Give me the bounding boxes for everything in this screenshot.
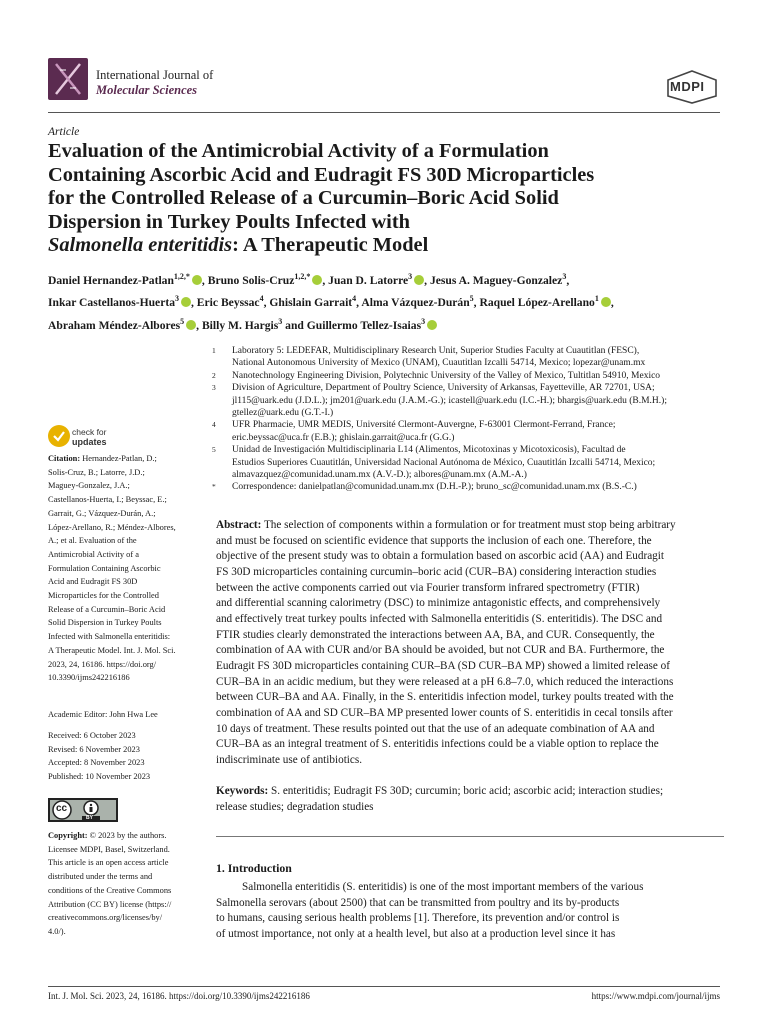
citation-line: [48, 493, 200, 507]
dna-helix-icon: [48, 58, 88, 100]
author-name[interactable]: Eric Beyssac: [196, 296, 260, 310]
publisher-name: MDPI: [670, 79, 705, 94]
abstract-line: [216, 612, 724, 628]
abstract-text: CUR–BA as an integral treatment of S. enteritidis infections could be a viable option to replace the: [216, 738, 659, 751]
check-updates-label[interactable]: check for: [72, 427, 107, 437]
abstract-line: [216, 549, 724, 565]
copyright-line: [48, 884, 200, 898]
abstract-text: Eudragit FS 30D microparticles containing CUR–BA (SD CUR–BA MP) showed a limited release of: [216, 659, 670, 672]
journal-logo: [48, 58, 88, 100]
affiliation-number: 1: [212, 346, 216, 355]
abstract-line: [216, 722, 724, 738]
citation-text: 10.3390/ijms242216186: [48, 673, 130, 683]
affiliation-item: [212, 444, 724, 481]
author-affil-sup: 3: [175, 294, 179, 304]
affiliation-line: Division of Agriculture, Department of Poultry Science, University of Arkansas, Fayetteville, AR 72701, USA;: [232, 383, 655, 394]
citation-label: Citation:: [48, 454, 81, 463]
author-name[interactable]: Guillermo Tellez-Isaias: [306, 318, 422, 332]
affiliation-line: Nanotechnology Engineering Division, Polytechnic University of the Valley of Mexico, Tultitlan 54910, Mexico: [232, 370, 661, 381]
copyright-text: distributed under the terms and: [48, 872, 153, 882]
author-separator: ,: [473, 296, 480, 310]
author-name[interactable]: Juan D. Latorre: [328, 273, 409, 287]
abstract-text: CUR–BA in an acidic medium, but they were released at a pH 6.8–7.0, which reduced the interactions: [216, 675, 674, 688]
abstract-line: [216, 753, 724, 769]
author-separator: ,: [263, 296, 270, 310]
article-title: [48, 140, 728, 258]
author-affil-sup: 1: [594, 294, 599, 304]
affiliation-text: [232, 444, 724, 481]
keywords-line: [216, 800, 724, 816]
citation-line: [48, 534, 200, 548]
affiliation-line: almavazquez@comunidad.unam.mx (A.V.-D.); albores@unam.mx (A.M.-A.): [232, 470, 527, 481]
affiliation-item: [212, 382, 724, 419]
journal-name-line2: Molecular Sciences: [96, 83, 198, 97]
copyright-text: This article is an open access article: [48, 858, 169, 868]
author-list: [48, 268, 728, 335]
affiliation-line: jl115@uark.edu (J.D.L.); jm201@uark.edu (J.A.M.-G.); icastell@uark.edu (I.C.-H.); bhargis@uark.edu (B.M.H.);: [232, 395, 667, 406]
abstract-text: The selection of components within a formulation or for treatment must stop being arbitrary: [261, 519, 676, 531]
citation-text: Castellanos-Huerta, I.; Beyssac, E.;: [48, 495, 167, 505]
author-separator: ,: [356, 296, 362, 310]
author-name[interactable]: Inkar Castellanos-Huerta: [48, 296, 175, 310]
title-line: for the Controlled Release of a Curcumin–Boric Acid Solid: [48, 187, 559, 209]
affiliation-item: [212, 345, 724, 370]
abstract-text: combination of AA with CUR and/or BA should be avoided, but not CUR and BA. Furthermore, the: [216, 644, 665, 657]
citation-line: [48, 466, 200, 480]
affiliation-line: Laboratory 5: LEDEFAR, Multidisciplinary Research Unit, Superior Studies Faculty at Cuautitlan (FESC),: [232, 346, 640, 356]
abstract-text: between CUR–BA and AA. Finally, in the S. enteritidis infection model, turkey poults treated with the: [216, 691, 674, 704]
author-name[interactable]: Jesus A. Maguey-Gonzalez: [429, 273, 563, 287]
citation-line: [48, 452, 200, 466]
copyright-line: [48, 843, 200, 857]
affiliation-text: [232, 419, 724, 444]
author-name[interactable]: Bruno Solis-Cruz: [207, 273, 295, 287]
author-line: [48, 268, 728, 290]
citation-text: Solid Dispersion in Turkey Poults: [48, 618, 162, 628]
intro-line: Salmonella serovars (about 2500) that can be transmitted from poultry and its by-products: [216, 896, 620, 909]
citation-line: [48, 644, 200, 658]
affiliation-line: UFR Pharmacie, UMR MEDIS, Université Clermont-Auvergne, F-63001 Clermont-Ferrand, France;: [232, 420, 616, 431]
author-line: [48, 313, 728, 335]
date-line: Accepted: 8 November 2023: [48, 758, 145, 768]
title-line: Dispersion in Turkey Poults Infected with: [48, 210, 410, 233]
affiliation-line: National Autonomous University of Mexico (UNAM), Cuautitlan Izcalli 54714, Mexico; lopezar@unam.mx: [232, 358, 646, 369]
abstract-line: [216, 675, 724, 691]
author-affil-sup: 1,2,*: [294, 272, 311, 281]
copyright-text: Attribution (CC BY) license (https://: [48, 899, 172, 909]
affiliation-number: 3: [212, 383, 216, 393]
author-name[interactable]: Abraham Méndez-Albores: [48, 318, 181, 332]
author-separator: ,: [191, 296, 197, 310]
affiliation-item: [212, 481, 724, 493]
affiliation-line: Unidad de Investigación Multidisciplinaria L14 (Alimentos, Micotoxinas y Micotoxicosis), Facultad de: [232, 445, 626, 456]
abstract-line: [216, 565, 724, 581]
author-name[interactable]: Raquel López-Arellano: [479, 296, 595, 310]
check-updates-label[interactable]: updates: [72, 437, 107, 447]
affiliation-line: Correspondence: danielpatlan@comunidad.unam.mx (D.H.-P.); bruno_sc@comunidad.unam.mx (B.S.-C.): [232, 482, 637, 493]
abstract-line: [216, 706, 724, 722]
abstract-label: Abstract:: [216, 519, 262, 531]
keywords-text: S. enteritidis; Eudragit FS 30D; curcumin; boric acid; ascorbic acid; interaction studies;: [268, 785, 664, 797]
citation-text: Acid and Eudragit FS 30D: [48, 577, 138, 587]
orcid-icon[interactable]: [312, 275, 322, 285]
citation-line: [48, 671, 200, 685]
citation-text: 2023, 24, 16186. https://doi.org/: [48, 659, 157, 669]
footer-citation[interactable]: [48, 991, 310, 1001]
orcid-icon[interactable]: [181, 297, 191, 307]
orcid-icon[interactable]: [192, 275, 202, 285]
by-badge-text: BY: [86, 815, 93, 821]
copyright-label: Copyright:: [48, 831, 88, 840]
affiliation-number: 4: [212, 420, 216, 430]
citation-text: Infected with Salmonella enteritidis:: [48, 632, 171, 642]
author-name[interactable]: Daniel Hernandez-Patlan: [48, 273, 174, 287]
affiliation-text: [232, 345, 724, 370]
intro-line: Salmonella enteritidis (S. enteritidis) is one of the most important members of the various: [242, 881, 644, 893]
section-divider: [216, 836, 724, 837]
citation-line: [48, 479, 200, 493]
copyright-line: [48, 898, 200, 912]
title-line: Evaluation of the Antimicrobial Activity of a Formulation: [48, 140, 549, 162]
author-affil-sup: 5: [469, 294, 474, 304]
abstract-text: and differential scanning calorimetry (DSC) to minimize antagonistic effects, and comprehensively: [216, 597, 661, 610]
citation-text: Release of a Curcumin–Boric Acid: [48, 604, 166, 614]
citation-text: A Therapeutic Model. Int. J. Mol. Sci.: [48, 645, 176, 655]
affiliation-item: [212, 419, 724, 444]
citation-text: Solis-Cruz, B.; Latorre, J.D.;: [48, 467, 145, 477]
citation-text: Hernandez-Patlan, D.;: [82, 454, 157, 463]
abstract-text: FTIR studies clearly demonstrated the interactions between AA, BA, and CUR. Consequently, the: [216, 628, 655, 641]
affiliation-text: [232, 382, 724, 419]
affiliation-line: eric.beyssac@uca.fr (E.B.); ghislain.garrait@uca.fr (G.G.): [232, 432, 455, 443]
title-organism: Salmonella enteritidis: [48, 234, 233, 256]
keywords-text: release studies; degradation studies: [216, 800, 374, 813]
copyright-text: creativecommons.org/licenses/by/: [48, 913, 163, 923]
author-separator: ,: [322, 273, 329, 287]
citation-block: [48, 452, 200, 685]
introduction-text: [216, 880, 724, 943]
citation-text: López-Arellano, R.; Méndez-Albores,: [48, 522, 176, 532]
author-affil-sup: 1,2,*: [173, 272, 190, 281]
copyright-text: conditions of the Creative Commons: [48, 885, 172, 895]
title-suffix: : A Therapeutic Model: [232, 234, 429, 256]
keywords-line: [216, 784, 724, 800]
abstract-line: [216, 534, 724, 550]
checkmark-icon: [48, 425, 70, 447]
affiliation-number: 5: [212, 445, 216, 455]
copyright-text: 4.0/).: [48, 926, 66, 936]
abstract-text: FS 30D microparticles containing curcumin–boric acid (CUR–BA) considering interaction studies: [216, 565, 657, 578]
editor-text: Academic Editor: John Hwa Lee: [48, 710, 158, 719]
affiliation-number: *: [212, 482, 216, 492]
citation-text: Antimicrobial Activity of a: [48, 549, 139, 559]
author-name[interactable]: Alma Vázquez-Durán: [361, 296, 470, 310]
author-affil-sup: 5: [180, 316, 185, 326]
intro-line: to humans, causing serious health problems [1]. Therefore, its prevention and/or control is: [216, 912, 620, 925]
author-affil-sup: 3: [278, 316, 283, 326]
abstract-line: [216, 628, 724, 644]
date-line: Revised: 6 November 2023: [48, 744, 140, 754]
section-heading: 1. Introduction: [216, 861, 292, 875]
copyright-line: [48, 925, 200, 939]
copyright-line: [48, 870, 200, 884]
author-name[interactable]: Billy M. Hargis: [201, 318, 279, 332]
orcid-icon[interactable]: [186, 320, 196, 330]
citation-line: [48, 507, 200, 521]
footer-journal-link[interactable]: https://www.mdpi.com/journal/ijms: [591, 991, 720, 1001]
keywords-label: Keywords:: [216, 785, 269, 797]
orcid-icon[interactable]: [427, 320, 437, 330]
abstract-text: and must be focused on scientific evidence that supports the inclusion of each one. Therefore, the: [216, 534, 652, 547]
citation-line: [48, 575, 200, 589]
affiliation-item: [212, 370, 724, 382]
citation-line: [48, 548, 200, 562]
abstract-line: [216, 596, 724, 612]
author-separator: and: [282, 318, 307, 332]
article-type: Article: [48, 126, 80, 138]
keywords: [216, 784, 724, 815]
academic-editor: [48, 708, 200, 722]
affiliation-text: [232, 370, 724, 382]
citation-text: Garrait, G.; Vázquez-Durán, A.;: [48, 508, 156, 518]
abstract-line: [216, 690, 724, 706]
citation-line: [48, 658, 200, 672]
abstract-line: [216, 737, 724, 753]
author-separator: ,: [424, 273, 430, 287]
title-line: Containing Ascorbic Acid and Eudragit FS 30D Microparticles: [48, 163, 595, 186]
author-separator: ,: [610, 296, 614, 310]
abstract-line: [216, 659, 724, 675]
author-affil-sup: 4: [352, 294, 357, 304]
header-rule: [48, 112, 720, 113]
abstract-text: objective of the present study was to obtain a formulation based on ascorbic acid (AA) and Eudragit: [216, 550, 664, 563]
author-affil-sup: 4: [259, 294, 264, 304]
cc-badge-text: cc: [56, 803, 68, 814]
author-separator: ,: [201, 273, 208, 287]
author-affil-sup: 3: [408, 272, 413, 281]
copyright-line: [48, 829, 200, 843]
footer-citation-text[interactable]: Int. J. Mol. Sci. 2023, 24, 16186. https://doi.org/10.3390/ijms242216186: [48, 991, 310, 1001]
author-name[interactable]: Ghislain Garrait: [269, 296, 353, 310]
citation-text: Formulation Containing Ascorbic: [48, 563, 161, 573]
author-line: [48, 290, 728, 312]
abstract-text: indiscriminate use of antibiotics.: [216, 753, 363, 766]
title-line: [48, 234, 728, 258]
journal-name-line1: International Journal of: [96, 68, 214, 82]
mdpi-logo[interactable]: [664, 70, 720, 104]
dates-block: [48, 729, 200, 784]
orcid-icon[interactable]: [414, 275, 424, 285]
citation-line: [48, 630, 200, 644]
citation-text: Microparticles for the Controlled: [48, 591, 159, 601]
author-separator: ,: [196, 318, 202, 332]
affiliation-number: 2: [212, 370, 216, 380]
footer-rule: [48, 986, 720, 987]
copyright-text: Licensee MDPI, Basel, Switzerland.: [48, 844, 170, 854]
abstract-line: [216, 518, 724, 534]
abstract-text: between the active components carried out via Fourier transform infrared spectrometry (FTIR): [216, 581, 640, 594]
abstract-line: [216, 581, 724, 597]
citation-line: [48, 521, 200, 535]
citation-line: [48, 616, 200, 630]
abstract-text: combination of AA and SD CUR–BA MP presented lower counts of S. enteritidis in cecal tonsils after: [216, 706, 673, 719]
intro-line: of utmost importance, not only at a health level, but also at a production level since it has: [216, 927, 616, 940]
affiliation-line: Estudios Superiores Cuautitlán, Universidad Nacional Autónoma de México, Cuautitlán Izcalli 54714, Mexico;: [232, 457, 656, 468]
affiliations: [212, 345, 724, 494]
citation-text: A.; et al. Evaluation of the: [48, 536, 137, 546]
date-line: Published: 10 November 2023: [48, 772, 151, 782]
date-line: Received: 6 October 2023: [48, 731, 136, 740]
abstract: [216, 518, 724, 769]
copyright-block: [48, 829, 200, 939]
author-affil-sup: 3: [421, 316, 426, 326]
citation-line: [48, 562, 200, 576]
affiliation-line: gtellez@uark.edu (G.T.-I.): [232, 408, 334, 419]
orcid-icon[interactable]: [601, 297, 611, 307]
abstract-line: [216, 643, 724, 659]
abstract-text: and effectively treat turkey poults infected with Salmonella enteritidis (S. enteritidis). The DSC and: [216, 612, 663, 625]
copyright-line: [48, 856, 200, 870]
check-updates-icon[interactable]: [48, 425, 70, 447]
cc-by-license-badge[interactable]: [48, 798, 118, 822]
citation-text: Maguey-Gonzalez, J.A.;: [48, 481, 130, 491]
affiliation-text: [232, 481, 724, 493]
author-separator: ,: [566, 273, 570, 287]
copyright-line: [48, 911, 200, 925]
author-affil-sup: 3: [562, 272, 567, 281]
copyright-text: © 2023 by the authors.: [87, 831, 167, 840]
abstract-text: 10 days of treatment. These results pointed out that the use of an adequate combination of AA and: [216, 722, 655, 735]
citation-line: [48, 603, 200, 617]
citation-line: [48, 589, 200, 603]
